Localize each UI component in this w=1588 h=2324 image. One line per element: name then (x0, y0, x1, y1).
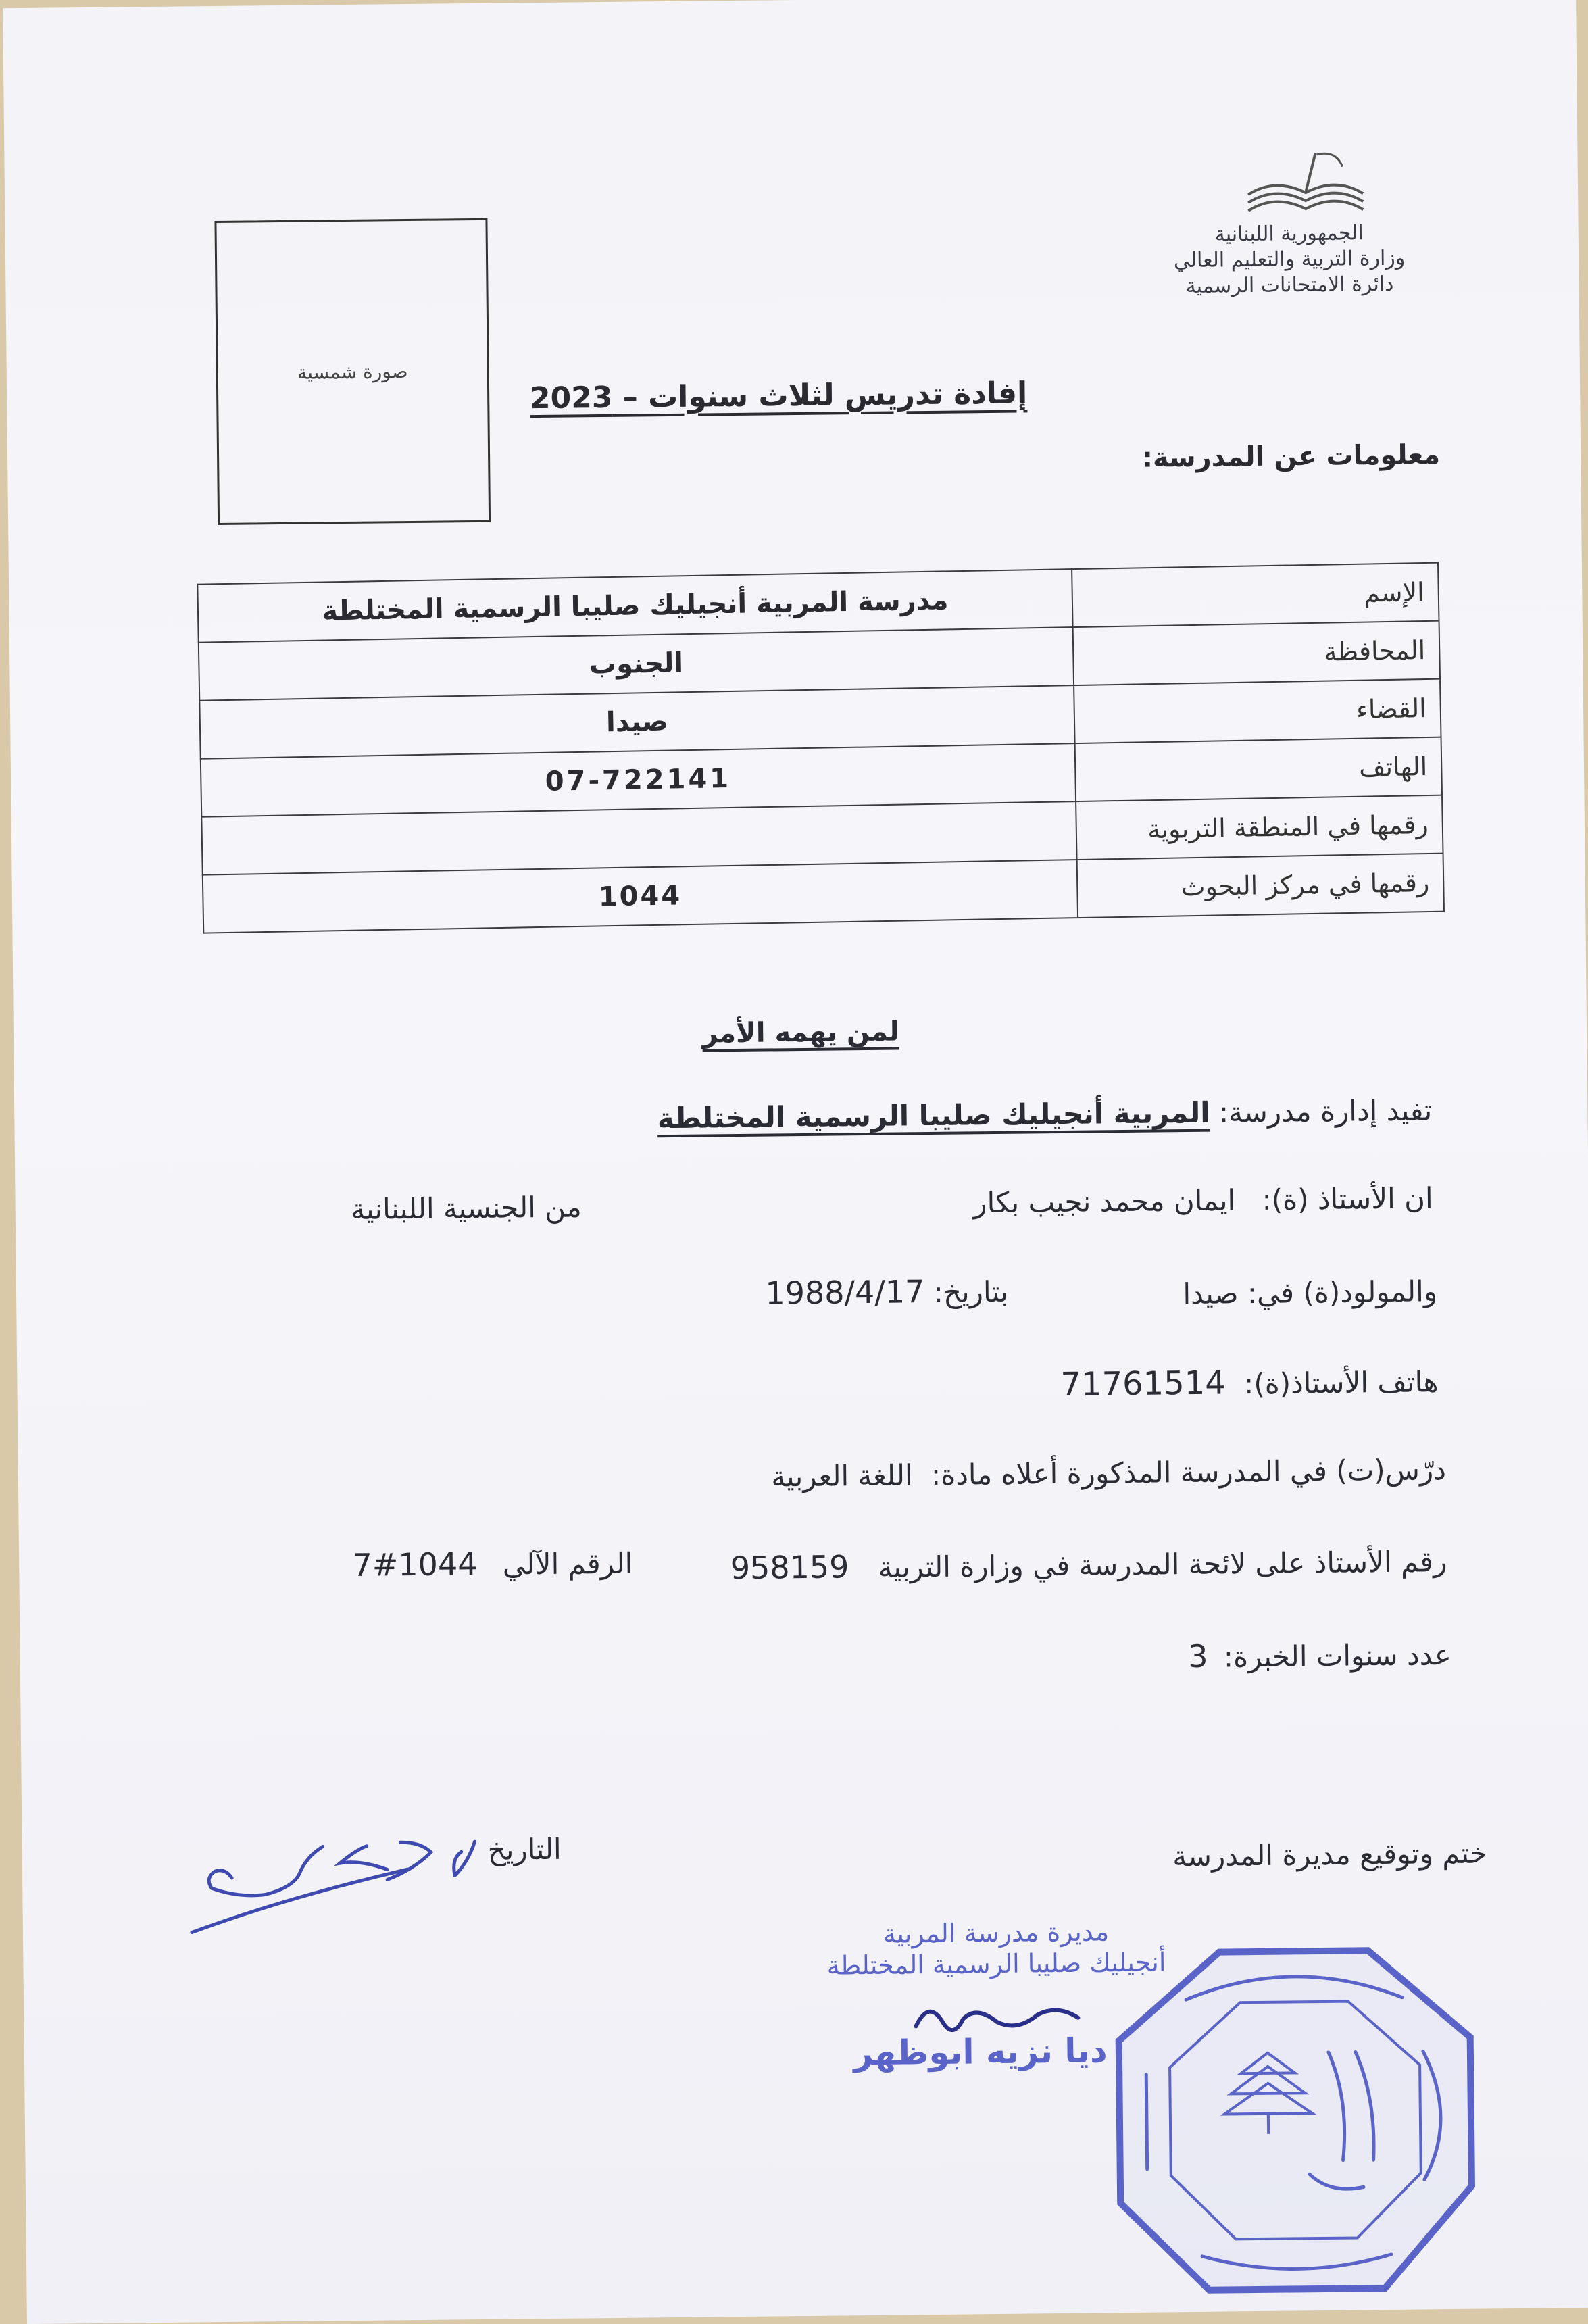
photo-label: صورة شمسية (297, 360, 408, 384)
row-label: الهاتف (1075, 737, 1442, 801)
document-title: إفادة تدريس لثلاث سنوات – 2023 (529, 376, 1028, 416)
section-label: معلومات عن المدرسة: (1141, 439, 1441, 474)
intro-school: المربية أنجيليك صليبا الرسمية المختلطة (657, 1095, 1210, 1135)
ministry-line: وزارة التربية والتعليم العالي (1173, 246, 1406, 273)
experience-years: 3 (1187, 1637, 1208, 1675)
experience-line (1188, 1635, 1451, 1675)
birthdate-label: بتاريخ: (933, 1275, 1009, 1309)
row-label: الإسم (1072, 563, 1439, 627)
official-octagon-seal (1104, 1936, 1487, 2305)
row-label: المحافظة (1073, 621, 1440, 685)
signature-label: ختم وتوقيع مديرة المدرسة (1172, 1836, 1488, 1873)
row-label: القضاء (1074, 679, 1441, 743)
handwritten-date (184, 1821, 482, 1939)
experience-label: عدد سنوات الخبرة: (1223, 1637, 1452, 1674)
letter-heading: لمن يهمه الأمر (702, 1016, 899, 1049)
ministry-line: دائرة الامتحانات الرسمية (1185, 272, 1394, 298)
phone-label: هاتف الأستاذ(ة): (1243, 1365, 1439, 1401)
ministry-line: الجمهورية اللبنانية (1214, 221, 1364, 247)
birthplace-label: والمولود(ة) في: (1247, 1275, 1438, 1310)
principal-name: ديا نزيه ابوظهر (853, 2031, 1108, 2073)
row-label: رقمها في المنطقة التربوية (1076, 795, 1443, 860)
birthdate: 1988/4/17 (765, 1273, 925, 1312)
teacher-label: ان الأستاذ (ة): (1262, 1181, 1433, 1216)
auto-number-label: الرقم الآلي (502, 1546, 633, 1581)
phone-line (1060, 1362, 1439, 1404)
teacher-phone: 71761514 (1060, 1364, 1226, 1404)
birthplace-line (1183, 1275, 1437, 1310)
row-value: صيدا (199, 685, 1074, 759)
ministry-header (1141, 220, 1439, 300)
row-value: 07-722141 (201, 743, 1076, 817)
nationality: من الجنسية اللبنانية (351, 1190, 582, 1226)
subject: اللغة العربية (771, 1458, 913, 1493)
intro-label: تفيد إدارة مدرسة: (1218, 1093, 1433, 1129)
subject-line (771, 1453, 1446, 1493)
row-value: الجنوب (199, 627, 1074, 701)
list-number-line (730, 1542, 1447, 1586)
row-value: 1044 (203, 860, 1078, 933)
ministry-book-logo (1241, 146, 1370, 222)
row-label: رقمها في مركز البحوث (1077, 854, 1444, 918)
teacher-name: ايمان محمد نجيب بكار (972, 1183, 1236, 1220)
row-value: مدرسة المربية أنجيليك صليبا الرسمية المختلطة (197, 569, 1072, 643)
principal-stamp-line: أنجيليك صليبا الرسمية المختلطة (826, 1947, 1166, 1981)
list-number-label: رقم الأستاذ على لائحة المدرسة في وزارة التربية (878, 1545, 1447, 1584)
principal-stamp-line: مديرة مدرسة المربية (883, 1917, 1110, 1949)
date-label: التاريخ (487, 1832, 562, 1866)
intro-line (657, 1093, 1433, 1135)
birthdate-line (765, 1272, 1008, 1312)
document-page (3, 0, 1588, 2324)
auto-number: 7#1044 (352, 1546, 478, 1583)
school-info-table (197, 562, 1445, 934)
birthplace: صيدا (1183, 1277, 1239, 1311)
list-number: 958159 (730, 1548, 849, 1587)
subject-label: درّس(ت) في المدرسة المذكورة أعلاه مادة: (931, 1453, 1447, 1492)
auto-number-line (352, 1544, 632, 1583)
teacher-line (973, 1181, 1433, 1219)
photo-box (214, 218, 491, 525)
